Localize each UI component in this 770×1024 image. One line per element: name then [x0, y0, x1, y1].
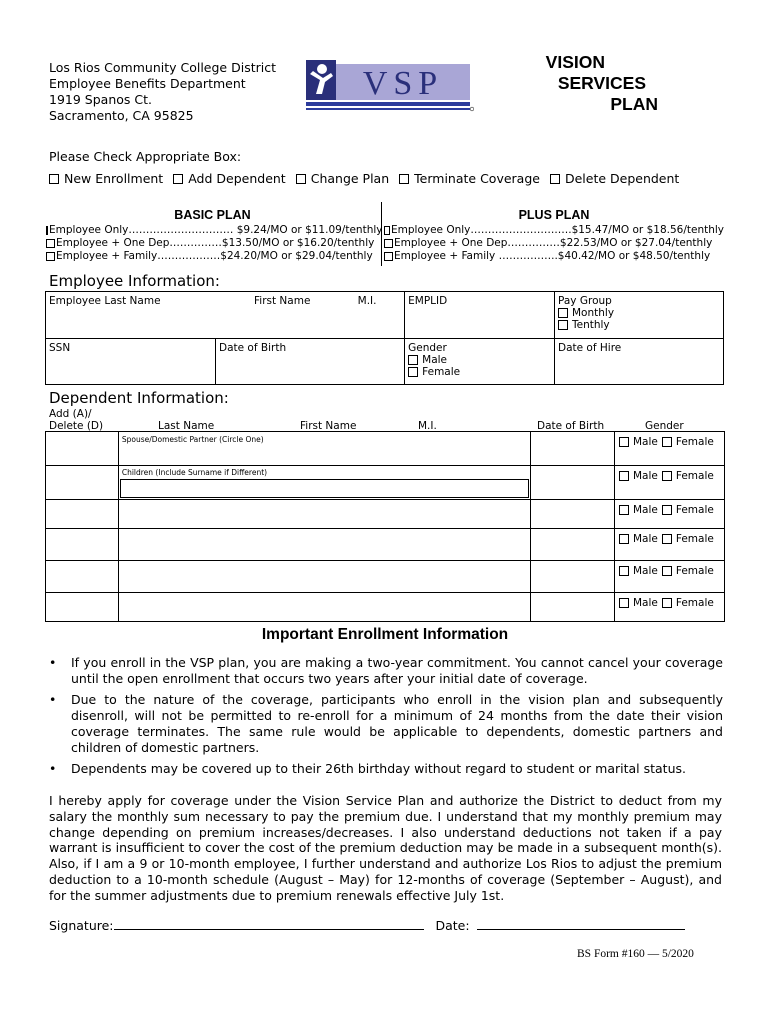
female-label: Female — [675, 597, 714, 609]
add-delete-cell[interactable] — [46, 500, 119, 529]
dependent-name-cell[interactable] — [118, 500, 530, 529]
field-label: Date of Birth — [219, 342, 287, 354]
emplid-field[interactable] — [405, 292, 555, 339]
plan-row[interactable] — [384, 224, 724, 237]
plan-row-text: Employee + Family ……………..$40.42/MO or $48.50/tenthly — [394, 250, 711, 262]
pay-monthly-option[interactable] — [558, 307, 720, 319]
option-label: Tenthly — [572, 319, 610, 331]
plan-row-text: Employee + One Dep……………$13.50/MO or $16.20/tenthly — [56, 237, 375, 249]
gender-cell — [614, 466, 724, 500]
dependent-name-cell[interactable] — [118, 529, 530, 561]
checkbox[interactable] — [662, 566, 672, 576]
checkbox[interactable] — [49, 174, 59, 184]
dob-cell[interactable] — [531, 593, 615, 622]
option-terminate-coverage[interactable] — [399, 171, 540, 186]
checkbox[interactable] — [619, 534, 629, 544]
vsp-logo — [306, 60, 474, 112]
important-info-list — [49, 655, 723, 782]
add-delete-cell[interactable] — [46, 529, 119, 561]
female-label: Female — [675, 470, 714, 482]
option-new-enrollment[interactable] — [49, 171, 163, 186]
option-change-plan[interactable] — [296, 171, 389, 186]
checkbox[interactable] — [662, 437, 672, 447]
employee-section-title: Employee Information: — [49, 272, 220, 290]
male-label: Male — [632, 597, 658, 609]
check-box-prompt: Please Check Appropriate Box: — [49, 149, 242, 164]
plan-row-text: Employee Only………………………… $9.24/MO or $11.09/tenthly — [49, 224, 383, 236]
dob-cell[interactable] — [531, 561, 615, 593]
plan-row[interactable] — [46, 250, 379, 263]
checkbox[interactable] — [46, 252, 55, 261]
checkbox[interactable] — [558, 308, 568, 318]
logo-text: VSP — [362, 65, 444, 102]
ssn-field[interactable] — [46, 339, 216, 385]
date-label: Date: — [435, 918, 470, 933]
gender-cell — [614, 500, 724, 529]
plan-row[interactable] — [46, 224, 383, 237]
title-line: PLAN — [610, 94, 658, 114]
female-label: Female — [675, 565, 714, 577]
plan-row-text: Employee + Family………………$24.20/MO or $29.04/tenthly — [56, 250, 373, 262]
dob-cell[interactable] — [531, 500, 615, 529]
dob-cell[interactable] — [531, 466, 615, 500]
checkbox[interactable] — [662, 471, 672, 481]
checkbox[interactable] — [619, 471, 629, 481]
option-label: Change Plan — [310, 171, 390, 186]
add-delete-header: Delete (D) — [49, 420, 104, 432]
gender-male-option[interactable] — [408, 354, 551, 366]
field-label: First Name — [254, 295, 311, 307]
checkbox[interactable] — [384, 239, 393, 248]
gender-cell — [614, 561, 724, 593]
authorization-paragraph: I hereby apply for coverage under the Vision Service Plan and authorize the District to deduct from my salary the monthly sum necessary to pay the premium due. I understand that my monthly premium may change depending on premium increases/decreases. I also understand deductions not taken if a pay warrant is insufficient to cover the cost of the premium deduction may be made in a subsequent month(s). Also, if I am a 9 or 10-month employee, I further understand and authorize Los Rios to adjust the premium deduction to a 10-month schedule (August – May) for 12-months of coverage (September – August), and for the summer adjustments due to premium renewals effective July 1st. — [49, 793, 722, 903]
female-label: Female — [675, 533, 714, 545]
plan-options — [46, 202, 724, 266]
signature-line[interactable] — [114, 920, 424, 930]
list-item: • Dependents may be covered up to their 26th birthday without regard to student or marital status. — [49, 761, 723, 777]
gender-female-option[interactable] — [408, 366, 551, 378]
address-line: Sacramento, CA 95825 — [49, 108, 194, 123]
form-number: BS Form #160 — 5/2020 — [577, 948, 694, 960]
dependent-info-table — [45, 431, 725, 622]
first-name-header: First Name — [300, 420, 357, 432]
female-label: Female — [675, 436, 714, 448]
checkbox[interactable] — [384, 252, 393, 261]
dependent-column-headers — [49, 408, 729, 432]
add-delete-cell[interactable] — [46, 593, 119, 622]
checkbox[interactable] — [662, 505, 672, 515]
dependent-name-cell[interactable] — [118, 561, 530, 593]
employee-info-table — [45, 291, 724, 385]
checkbox[interactable] — [384, 226, 390, 235]
dob-cell[interactable] — [531, 432, 615, 466]
plan-row[interactable] — [384, 250, 724, 263]
basic-plan — [46, 202, 383, 266]
checkbox[interactable] — [662, 598, 672, 608]
checkbox[interactable] — [296, 174, 306, 184]
field-label: Employee Last Name — [49, 295, 161, 307]
spouse-name-cell[interactable] — [118, 432, 530, 466]
pay-tenthly-option[interactable] — [558, 319, 720, 331]
field-label: M.I. — [357, 295, 377, 307]
checkbox[interactable] — [619, 598, 629, 608]
option-label: Add Dependent — [188, 171, 286, 186]
add-delete-cell[interactable] — [46, 466, 119, 500]
option-add-dependent[interactable] — [173, 171, 286, 186]
option-label: Monthly — [572, 307, 615, 319]
signature-label: Signature: — [49, 918, 114, 933]
male-label: Male — [632, 533, 658, 545]
option-label: Male — [422, 354, 448, 366]
date-line[interactable] — [477, 920, 685, 930]
form-title — [546, 52, 658, 115]
checkbox[interactable] — [619, 505, 629, 515]
plus-plan-title: PLUS PLAN — [518, 208, 590, 222]
employee-mi-field[interactable] — [355, 292, 405, 339]
add-delete-cell[interactable] — [46, 432, 119, 466]
child-name-cell[interactable] — [118, 466, 530, 500]
checkbox[interactable] — [46, 239, 55, 248]
gender-cell — [614, 529, 724, 561]
dob-header: Date of Birth — [537, 420, 605, 432]
checkbox[interactable] — [399, 174, 409, 184]
option-label: New Enrollment — [64, 171, 164, 186]
checkbox[interactable] — [558, 320, 568, 330]
checkbox[interactable] — [550, 174, 560, 184]
male-label: Male — [632, 436, 658, 448]
plan-row[interactable] — [384, 237, 724, 250]
district-address — [49, 60, 276, 124]
spouse-label: Spouse/Domestic Partner (Circle One) — [121, 435, 264, 444]
option-label: Terminate Coverage — [414, 171, 540, 186]
list-item: • Due to the nature of the coverage, participants who enroll in the vision plan and subsequently disenroll, will not be permitted to re-enroll for a minimum of 24 months from the date their vision coverage terminates. The same rule would be applicable to dependents, domestic partners and children of domestic partners. — [49, 692, 723, 756]
add-delete-cell[interactable] — [46, 561, 119, 593]
gender-cell — [614, 593, 724, 622]
date-of-hire-field[interactable] — [555, 339, 724, 385]
list-item: • If you enroll in the VSP plan, you are making a two-year commitment. You cannot cancel your coverage until the open enrollment that occurs two years after your initial date of coverage. — [49, 655, 723, 687]
option-delete-dependent[interactable] — [550, 171, 679, 186]
checkbox[interactable] — [619, 566, 629, 576]
pay-group-field — [555, 292, 724, 339]
children-label: Children (Include Surname if Different) — [121, 468, 268, 477]
plus-plan — [381, 202, 724, 266]
mi-header: M.I. — [418, 420, 437, 432]
dob-cell[interactable] — [531, 529, 615, 561]
plan-row-text: Employee + One Dep……………$22.53/MO or $27.04/tenthly — [394, 237, 713, 249]
address-line: Employee Benefits Department — [49, 76, 246, 91]
field-label: Gender — [408, 342, 447, 354]
male-label: Male — [632, 565, 658, 577]
title-line: VISION — [545, 52, 605, 72]
address-line: Los Rios Community College District — [49, 60, 276, 75]
option-label: Delete Dependent — [564, 171, 680, 186]
field-label: Pay Group — [558, 295, 612, 307]
checkbox[interactable] — [173, 174, 183, 184]
employee-gender-field — [405, 339, 555, 385]
enrollment-options — [49, 171, 679, 186]
female-label: Female — [675, 504, 714, 516]
checkbox[interactable] — [46, 226, 48, 235]
male-label: Male — [632, 504, 658, 516]
field-label: EMPLID — [408, 295, 448, 307]
option-label: Female — [422, 366, 461, 378]
plan-row-text: Employee Only…………………….….$15.47/MO or $18.56/tenthly — [391, 224, 724, 236]
plan-row[interactable] — [46, 237, 379, 250]
employee-last-name-field[interactable] — [46, 292, 355, 339]
address-line: 1919 Spanos Ct. — [49, 92, 152, 107]
dependent-name-cell[interactable] — [118, 593, 530, 622]
male-label: Male — [632, 470, 658, 482]
checkbox[interactable] — [619, 437, 629, 447]
basic-plan-title: BASIC PLAN — [174, 208, 251, 222]
title-line: SERVICES — [557, 73, 646, 93]
gender-header: Gender — [645, 420, 684, 432]
dependent-section-title: Dependent Information: — [49, 389, 229, 407]
signature-row — [49, 918, 685, 933]
field-label: Date of Hire — [558, 342, 622, 354]
checkbox[interactable] — [408, 355, 418, 365]
field-label: SSN — [49, 342, 71, 354]
last-name-header: Last Name — [158, 420, 215, 432]
important-info-title: Important Enrollment Information — [261, 626, 509, 643]
checkbox[interactable] — [662, 534, 672, 544]
child-name-input[interactable] — [120, 479, 529, 498]
checkbox[interactable] — [408, 367, 418, 377]
employee-dob-field[interactable] — [216, 339, 405, 385]
gender-cell — [614, 432, 724, 466]
add-delete-header: Add (A)/ — [49, 408, 92, 420]
